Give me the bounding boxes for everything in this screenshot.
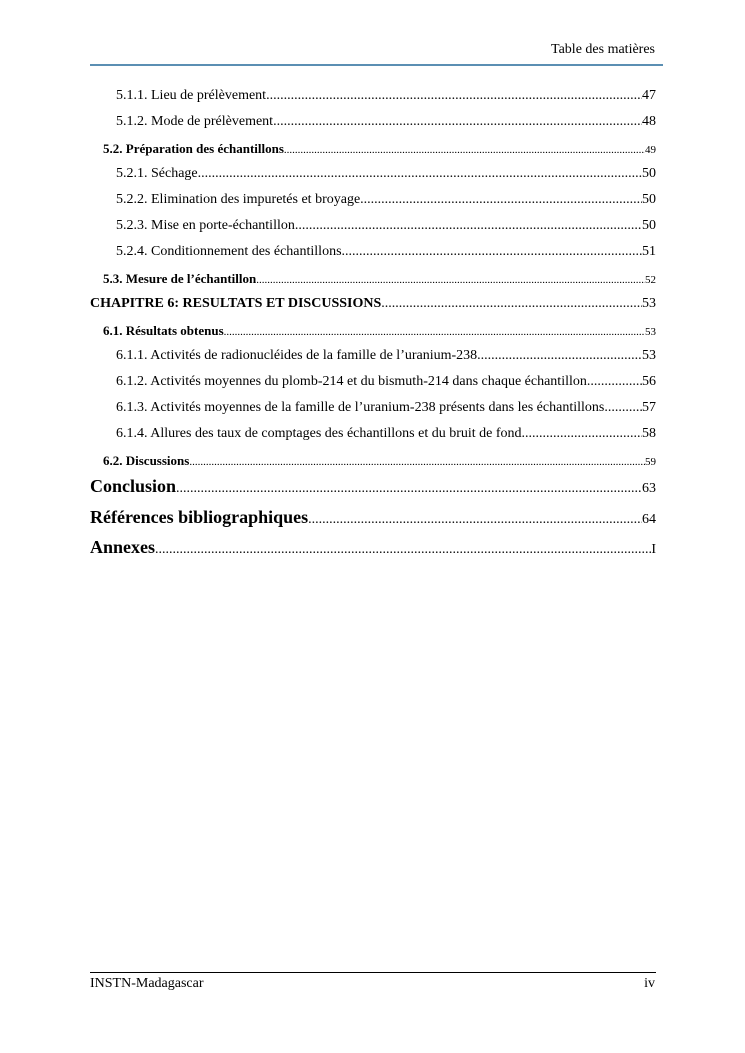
toc-leader [522, 426, 642, 442]
toc-entry-page: 47 [642, 88, 656, 103]
toc-entry-title: Références bibliographiques [90, 507, 309, 527]
toc-entry-page: 50 [642, 192, 656, 207]
toc-entry-title: 6.1. Résultats obtenus [103, 323, 224, 338]
toc-leader [604, 400, 642, 416]
toc-entry-title: Annexes [90, 537, 156, 557]
toc-leader [477, 348, 642, 364]
toc-entry-page: 58 [642, 426, 656, 441]
toc-leader [189, 456, 645, 468]
toc-entry-page: 51 [642, 244, 656, 259]
toc-entry-page: 53 [642, 348, 656, 363]
toc-leader [381, 296, 642, 312]
toc-entry[interactable] [90, 323, 656, 339]
toc-entry[interactable] [90, 374, 656, 390]
toc-entry-page: 56 [642, 374, 656, 389]
toc-entry[interactable] [90, 348, 656, 364]
toc-leader [360, 192, 642, 208]
toc-leader [256, 274, 645, 286]
toc-entry-page: 50 [642, 218, 656, 233]
toc-leader [284, 144, 645, 156]
toc-entry-title: 5.2.1. Séchage [116, 166, 198, 181]
toc-leader [273, 114, 642, 130]
toc-entry-page: 57 [642, 400, 656, 415]
toc-entry-title: 5.1.1. Lieu de prélèvement [116, 88, 267, 103]
toc-entry-title: 5.2. Préparation des échantillons [103, 141, 284, 156]
toc-entry-page: 64 [642, 512, 656, 527]
header-title: Table des matières [551, 42, 655, 57]
toc-entry-page: 53 [645, 326, 656, 338]
toc-entry-title: 6.1.1. Activités de radionucléides de la famille de l’uranium-238 [116, 348, 478, 363]
toc-leader [295, 218, 642, 234]
footer-institution: INSTN-Madagascar [90, 976, 204, 991]
toc-entry-title: 6.1.3. Activités moyennes de la famille de l’uranium-238 présents dans les échantillons [116, 400, 605, 415]
toc-entry-title: 6.1.2. Activités moyennes du plomb-214 et du bismuth-214 dans chaque échantillon [116, 374, 587, 389]
toc-entry-title: 5.2.3. Mise en porte-échantillon [116, 218, 295, 233]
toc-entry[interactable] [90, 141, 656, 157]
toc-leader [198, 166, 642, 182]
toc-entry-title: 5.2.2. Elimination des impuretés et broyage [116, 192, 361, 207]
toc-entry-page: 63 [642, 481, 656, 496]
toc-entry[interactable] [90, 218, 656, 234]
toc-entry[interactable] [90, 244, 656, 260]
toc-entry-page: 53 [642, 296, 656, 311]
toc-entry-title: Conclusion [90, 476, 177, 496]
toc-leader [587, 374, 642, 390]
toc-leader [308, 512, 642, 528]
toc-entry[interactable] [90, 400, 656, 416]
toc-entry[interactable] [90, 166, 656, 182]
toc-entry-title: CHAPITRE 6: RESULTATS ET DISCUSSIONS [90, 296, 382, 311]
toc-entry-page: 52 [645, 274, 656, 286]
toc-entry-title: 5.1.2. Mode de prélèvement [116, 114, 274, 129]
toc-entry[interactable] [90, 453, 656, 469]
footer-page-number: iv [644, 976, 655, 991]
toc-entry-title: 6.2. Discussions [103, 453, 190, 468]
toc-leader [266, 88, 642, 104]
toc-entry[interactable] [90, 271, 656, 287]
toc-entry-title: 5.3. Mesure de l’échantillon [103, 271, 257, 286]
toc-entry-page: 50 [642, 166, 656, 181]
toc-entry-title: 6.1.4. Allures des taux de comptages des échantillons et du bruit de fond [116, 426, 522, 441]
toc-leader [176, 481, 642, 497]
toc-entry[interactable] [90, 88, 656, 104]
footer-rule [90, 972, 656, 973]
toc-leader [155, 542, 651, 558]
toc-entry-page: 48 [642, 114, 656, 129]
toc-entry[interactable] [90, 476, 656, 497]
toc-entry-page: I [651, 542, 656, 557]
toc-leader [342, 244, 642, 260]
toc-entry[interactable] [90, 114, 656, 130]
toc-entry-page: 49 [645, 144, 656, 156]
toc-entry[interactable] [90, 296, 656, 312]
toc-leader [224, 326, 645, 338]
toc-entry[interactable] [90, 537, 656, 558]
toc-entry[interactable] [90, 426, 656, 442]
toc-entry[interactable] [90, 507, 656, 528]
header-rule [90, 64, 663, 66]
toc-entry-page: 59 [645, 456, 656, 468]
toc-entry-title: 5.2.4. Conditionnement des échantillons [116, 244, 342, 259]
toc-entry[interactable] [90, 192, 656, 208]
